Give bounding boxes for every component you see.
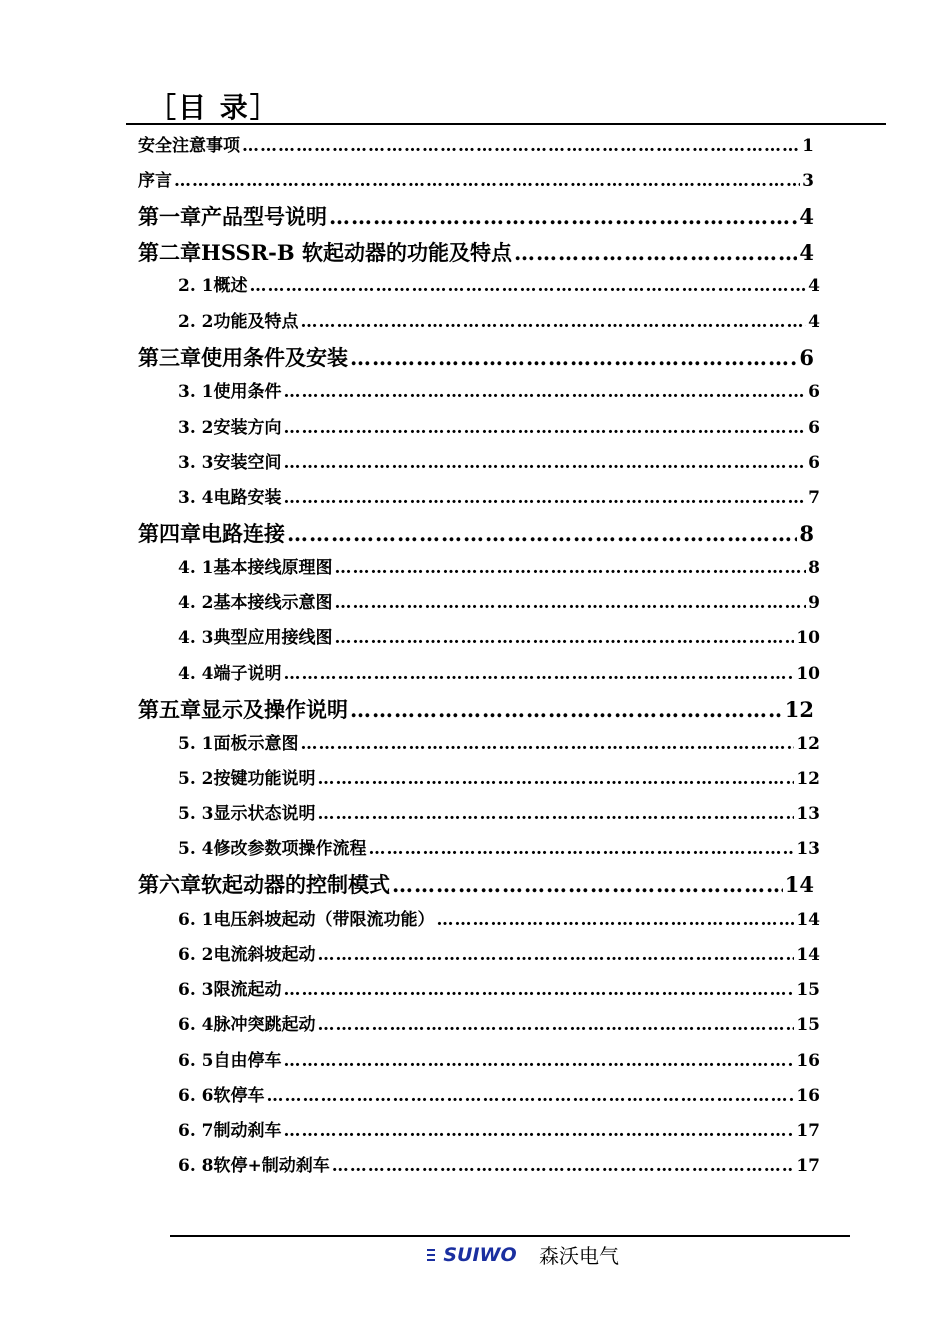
toc-page-number: 15: [796, 980, 820, 1000]
toc-entry-number: 5. 4: [178, 839, 214, 859]
toc-dot-leader: [318, 769, 795, 789]
toc-page-number: 15: [796, 1015, 820, 1035]
toc-page-number: 12: [784, 697, 814, 722]
toc-entry-number: 5. 1: [178, 734, 214, 754]
logo-stripe: [427, 1254, 435, 1256]
toc-entry[interactable]: [178, 623, 820, 648]
toc-entry[interactable]: [178, 729, 820, 754]
toc-entry[interactable]: [178, 271, 820, 296]
toc-entry[interactable]: [178, 588, 820, 613]
toc-entry[interactable]: [178, 1081, 820, 1106]
toc-entry-label: 电路连接: [201, 521, 285, 546]
toc-page-number: 1: [802, 136, 814, 156]
toc-entry-number: 6. 4: [178, 1015, 214, 1035]
toc-dot-leader: [284, 418, 807, 438]
toc-dot-leader: [284, 382, 807, 402]
toc-entry-number: 6. 5: [178, 1051, 214, 1071]
toc-entry-label: 显示及操作说明: [201, 697, 348, 722]
toc-entry-number: 第五章: [138, 697, 201, 722]
toc-entry[interactable]: [178, 1046, 820, 1071]
toc-entry-number: 6. 7: [178, 1121, 214, 1141]
toc-dot-leader: [301, 312, 807, 332]
toc-page-number: 10: [796, 628, 820, 648]
toc-page-number: 17: [796, 1121, 820, 1141]
toc-entry[interactable]: [178, 799, 820, 824]
toc-entry-label: 脉冲突跳起动: [213, 1015, 316, 1035]
toc-entry-label: 基本接线示意图: [213, 593, 333, 613]
toc-page-number: 6: [808, 453, 820, 473]
toc-entry-label: 序言: [138, 171, 172, 191]
toc-entry-number: 4. 3: [178, 628, 214, 648]
toc-entry-label: 使用条件及安装: [201, 345, 348, 370]
toc-entry-number: 第六章: [138, 872, 201, 897]
toc-entry-label: 电流斜坡起动: [213, 945, 316, 965]
page-title: ［目 录］: [148, 91, 280, 124]
toc-page-number: 4: [808, 312, 820, 332]
title-divider: [126, 123, 886, 125]
toc-entry[interactable]: [138, 518, 814, 548]
toc-entry-label: 功能及特点: [213, 312, 299, 332]
toc-page-number: 14: [796, 910, 820, 930]
toc-dot-leader: [174, 171, 800, 191]
toc-entry[interactable]: [178, 940, 820, 965]
toc-entry-label: 基本接线原理图: [213, 558, 333, 578]
toc-dot-leader: [284, 664, 795, 684]
toc-entry-number: 3. 4: [178, 488, 214, 508]
toc-entry-label: 软停车: [213, 1086, 265, 1106]
toc-entry-number: 3. 1: [178, 382, 214, 402]
toc-entry-number: 3. 2: [178, 418, 214, 438]
toc-dot-leader: [301, 734, 795, 754]
toc-entry-label: 产品型号说明: [201, 204, 327, 229]
toc-dot-leader: [437, 910, 795, 930]
toc-entry-number: 5. 3: [178, 804, 214, 824]
toc-entry[interactable]: [178, 448, 820, 473]
company-name: 森沃电气: [539, 1244, 619, 1268]
toc-entry-number: 第四章: [138, 521, 201, 546]
toc-page-number: 14: [784, 872, 814, 897]
toc-page-number: 4: [799, 204, 814, 229]
toc-entry-label: 软停+制动刹车: [213, 1156, 330, 1176]
toc-entry-label: 软起动器的控制模式: [201, 872, 390, 897]
toc-entry-number: 第二章: [138, 240, 201, 265]
toc-entry-label: 自由停车: [213, 1051, 282, 1071]
toc-entry-number: 4. 1: [178, 558, 214, 578]
toc-entry[interactable]: [138, 131, 814, 156]
toc-entry-number: 2. 1: [178, 276, 214, 296]
toc-entry-number: 6. 1: [178, 910, 214, 930]
toc-entry-label: 安装方向: [213, 418, 282, 438]
logo-lettering: SUIWO: [443, 1243, 517, 1266]
toc-entry-number: 5. 2: [178, 769, 214, 789]
toc-page-number: 16: [796, 1086, 820, 1106]
toc-page-number: 7: [808, 488, 820, 508]
toc-entry-label: 显示状态说明: [213, 804, 316, 824]
toc-dot-leader: [250, 276, 807, 296]
toc-entry-number: 6. 2: [178, 945, 214, 965]
toc-dot-leader: [350, 697, 783, 722]
toc-entry-label: HSSR-B 软起动器的功能及特点: [201, 240, 512, 265]
toc-entry-number: 第三章: [138, 345, 201, 370]
toc-page-number: 6: [799, 345, 814, 370]
toc-page-number: 9: [808, 593, 820, 613]
toc-entry[interactable]: [178, 659, 820, 684]
toc-entry-number: 6. 8: [178, 1156, 214, 1176]
toc-entry[interactable]: [178, 1010, 820, 1035]
toc-dot-leader: [284, 1051, 795, 1071]
toc-page-number: 12: [796, 734, 820, 754]
toc-entry[interactable]: [138, 166, 814, 191]
toc-entry-label: 制动刹车: [213, 1121, 282, 1141]
toc-dot-leader: [335, 628, 795, 648]
toc-entry[interactable]: [178, 377, 820, 402]
toc-entry-label: 限流起动: [213, 980, 282, 1000]
toc-entry-label: 面板示意图: [213, 734, 299, 754]
toc-entry-number: 6. 6: [178, 1086, 214, 1106]
toc-entry[interactable]: [178, 413, 820, 438]
toc-entry[interactable]: [178, 483, 820, 508]
toc-dot-leader: [318, 945, 795, 965]
toc-dot-leader: [335, 558, 807, 578]
toc-entry-label: 电路安装: [213, 488, 282, 508]
toc-entry-number: 6. 3: [178, 980, 214, 1000]
toc-dot-leader: [267, 1086, 795, 1106]
toc-entry[interactable]: [178, 975, 820, 1000]
toc-page-number: 10: [796, 664, 820, 684]
toc-entry[interactable]: [178, 764, 820, 789]
toc-page-number: 13: [796, 839, 820, 859]
toc-entry-number: 4. 2: [178, 593, 214, 613]
toc-entry-label: 安全注意事项: [138, 136, 240, 156]
toc-entry-label: 概述: [213, 276, 248, 296]
toc-entry[interactable]: [178, 553, 820, 578]
toc-dot-leader: [284, 980, 795, 1000]
toc-entry-number: 3. 3: [178, 453, 214, 473]
toc-dot-leader: [392, 872, 783, 897]
footer-divider: [170, 1235, 850, 1237]
toc-entry[interactable]: [178, 905, 820, 930]
toc-page-number: 6: [808, 382, 820, 402]
toc-entry[interactable]: [178, 307, 820, 332]
toc-entry-label: 典型应用接线图: [213, 628, 333, 648]
toc-entry-number: 4. 4: [178, 664, 214, 684]
toc-entry-label: 安装空间: [213, 453, 282, 473]
toc-dot-leader: [284, 453, 807, 473]
toc-dot-leader: [284, 1121, 795, 1141]
toc-entry[interactable]: [138, 694, 814, 724]
toc-entry-label: 修改参数项操作流程: [213, 839, 367, 859]
toc-entry-number: 第一章: [138, 204, 201, 229]
toc-page-number: 8: [808, 558, 820, 578]
toc-dot-leader: [242, 136, 800, 156]
toc-dot-leader: [318, 804, 795, 824]
toc-page-number: 17: [796, 1156, 820, 1176]
toc-entry-label: 按键功能说明: [213, 769, 316, 789]
logo-stripe: [427, 1249, 435, 1251]
toc-page-number: 8: [799, 521, 814, 546]
logo-stripe: [427, 1259, 435, 1261]
toc-page-number: 13: [796, 804, 820, 824]
toc-page-number: 16: [796, 1051, 820, 1071]
toc-dot-leader: [350, 345, 797, 370]
toc-dot-leader: [284, 488, 807, 508]
toc-entry[interactable]: [178, 834, 820, 859]
toc-entry[interactable]: [138, 237, 814, 267]
toc-page-number: 4: [799, 240, 814, 265]
toc-dot-leader: [287, 521, 797, 546]
toc-page-number: 4: [808, 276, 820, 296]
toc-page-number: 3: [802, 171, 814, 191]
toc-entry-number: 2. 2: [178, 312, 214, 332]
toc-page-number: 12: [796, 769, 820, 789]
toc-entry-label: 使用条件: [213, 382, 282, 402]
toc-entry-label: 电压斜坡起动（带限流功能）: [213, 910, 435, 930]
toc-entry[interactable]: [178, 1116, 820, 1141]
toc-entry-label: 端子说明: [213, 664, 282, 684]
toc-dot-leader: [332, 1156, 795, 1176]
toc-dot-leader: [514, 240, 797, 265]
footer: [425, 1240, 619, 1269]
toc-page-number: 6: [808, 418, 820, 438]
toc-page-number: 14: [796, 945, 820, 965]
toc-entry[interactable]: [138, 869, 814, 899]
toc-dot-leader: [335, 593, 807, 613]
suiwo-logo: [425, 1244, 535, 1266]
toc-dot-leader: [329, 204, 797, 229]
toc-dot-leader: [318, 1015, 795, 1035]
toc-entry[interactable]: [138, 201, 814, 231]
toc-entry[interactable]: [178, 1151, 820, 1176]
toc-dot-leader: [369, 839, 795, 859]
toc-entry[interactable]: [138, 342, 814, 372]
